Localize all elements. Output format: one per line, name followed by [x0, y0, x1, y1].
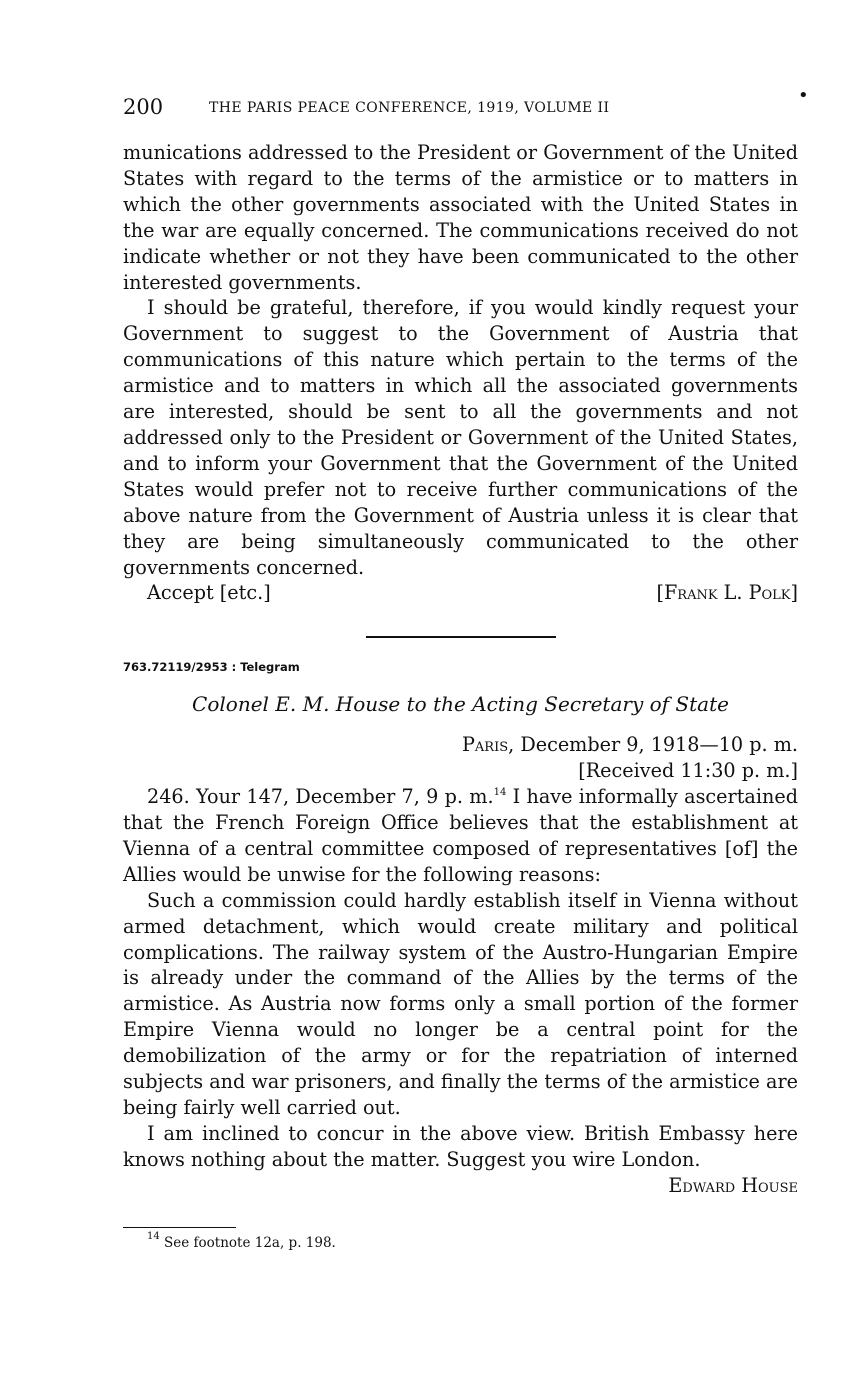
footnote-reference: 14 [493, 787, 507, 799]
footnote [123, 1231, 798, 1252]
section-divider [366, 636, 556, 638]
stray-mark: • [798, 85, 809, 106]
telegram-paragraph-1 [123, 784, 798, 888]
running-head: THE PARIS PEACE CONFERENCE, 1919, VOLUME II [209, 100, 610, 116]
letter-paragraph-2: I should be grateful, therefore, if you would kindly request your Government to suggest to the Government of Austria that communications of this nature which pertain to the terms of the armistice and to matters in which all the associated governments are interested, should be sent to all the governments and not addressed only to the President or Government of the United States, and to inform your Government that the Government of the United States would prefer not to receive further communications of the above nature from the Government of Austria unless it is clear that they are being simultaneously communicated to the other governments concerned. [123, 296, 798, 579]
letter-paragraph-1: munications addressed to the President or Government of the United States with regard to the terms of the armistice or to matters in which the other governments associated with the United States in the war are equally concerned. The communications received do not indicate whether or not they have been communicated to the other interested governments. [123, 141, 798, 294]
telegram-paragraph-2: Such a commission could hardly establish itself in Vienna without armed detachment, which would create military and political complications. The railway system of the Austro-Hungarian Empire is already under the command of the Allies by the terms of the armistice. As Austria now forms only a small portion of the former Empire Vienna would no longer be a central point for the demobilization of the army or for the repatriation of interned subjects and war prisoners, and finally the terms of the armistice are being fairly well carried out. [123, 888, 798, 1119]
file-number: 763.72119/2953 : Telegram [123, 660, 300, 675]
page-header [123, 85, 809, 125]
footnote-marker: 14 [147, 1231, 160, 1243]
telegram-signature: Edward House [668, 1173, 798, 1197]
footnote-rule [123, 1227, 236, 1229]
telegram-paragraph-3: I am inclined to concur in the above view. British Embassy here knows nothing about the matter. Suggest you wire London. [123, 1121, 798, 1171]
telegram-paragraph-1-start: 246. Your 147, December 7, 9 p. m. [147, 785, 494, 809]
letter-closing-line [123, 580, 798, 606]
telegram-paragraph-1-rest: I have informally ascertained that the French Foreign Office believes that the establishment at Vienna of a central committee composed of representatives [of] the Allies would be unwise for the following reasons: [123, 785, 798, 886]
page-number: 200 [123, 95, 164, 119]
received-line: [Received 11:30 p. m.] [578, 759, 798, 783]
dateline-place: Paris [462, 733, 509, 757]
letter-signature: [Frank L. Polk] [656, 581, 798, 605]
body-text [123, 140, 798, 1252]
dateline [123, 732, 798, 758]
footnote-text: See footnote 12a, p. 198. [159, 1235, 336, 1252]
dateline-date: , December 9, 1918—10 p. m. [508, 733, 798, 757]
letter-closing: Accept [etc.] [147, 581, 271, 605]
document-title: Colonel E. M. House to the Acting Secretary of State [192, 692, 729, 717]
